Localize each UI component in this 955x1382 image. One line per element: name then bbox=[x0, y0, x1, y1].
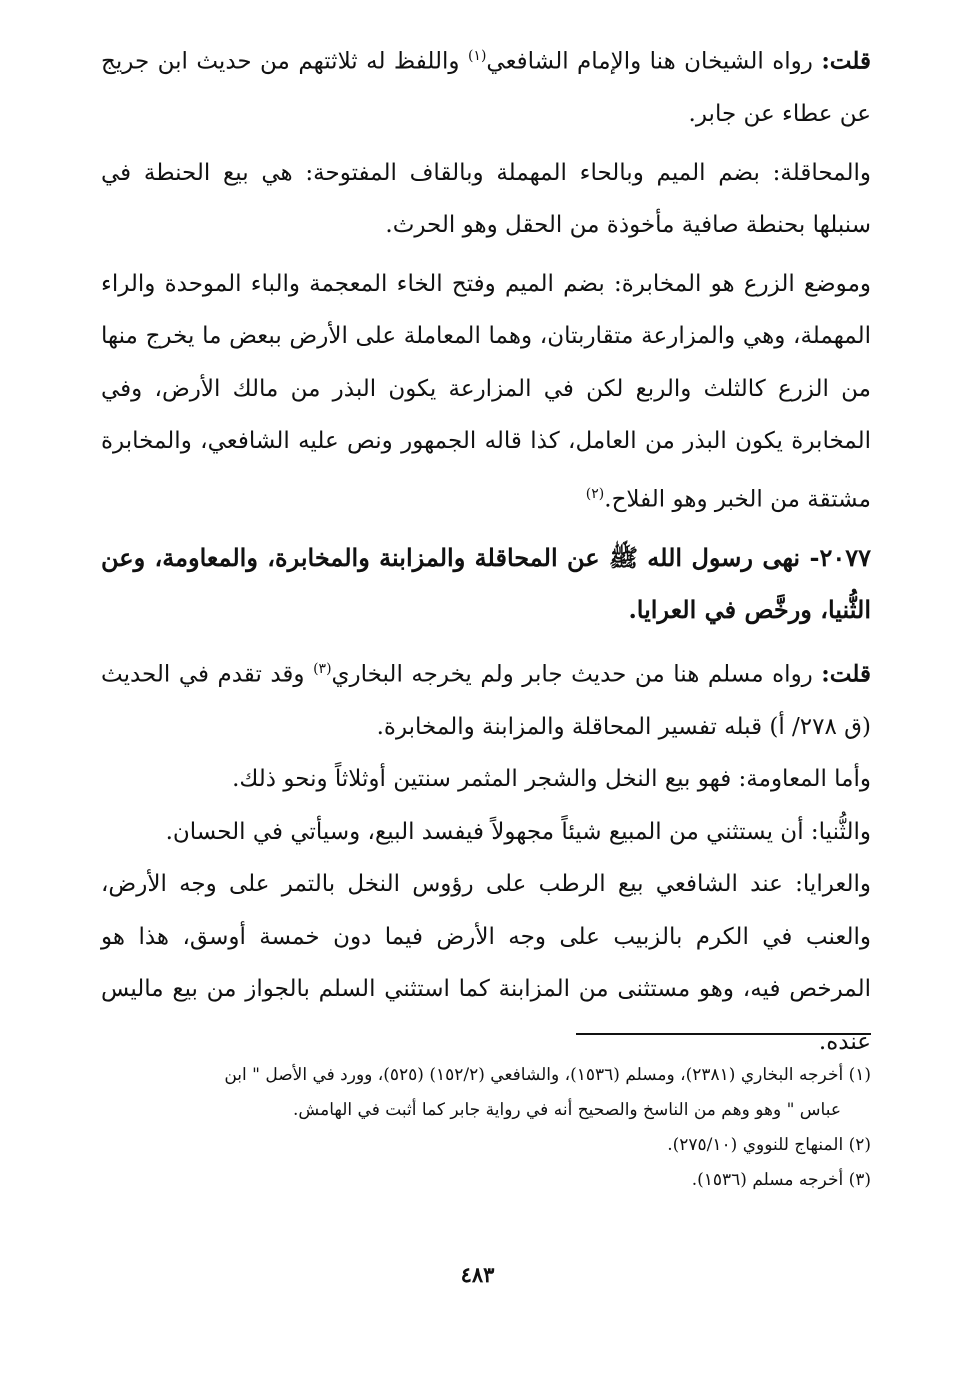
footnote-divider bbox=[576, 1033, 871, 1035]
paragraph-mukhabara-text: وموضع الزرع هو المخابرة: بضم الميم وفتح الخاء المعجمة والباء الموحدة والراء المهملة، وهي والمزارعة متقاربتان، وهما المعاملة على الأرض ببعض ما يخرج منها من الزرع كالثلث والربع لكن في المزارعة يكون البذر من مالك الأرض، وفي المخابرة يكون البذر من العامل، كذا قاله الجمهور ونص عليه الشافعي، والمخابرة مشتقة من الخبر وهو الفلاح. bbox=[101, 270, 871, 513]
page-number: ٤٨٣ bbox=[460, 1262, 495, 1287]
paragraph-mukhabara bbox=[101, 258, 871, 526]
hadith-2077: ٢٠٧٧- نهى رسول الله ﷺ عن المحاقلة والمزابنة والمخابرة، والمعاومة، وعن الثُّنيا، ورخَّص في العرايا. bbox=[101, 542, 871, 625]
footnote-3: (٣) أخرجه مسلم (١٥٣٦). bbox=[691, 1170, 871, 1190]
paragraph-1-text: رواه الشيخان هنا والإمام الشافعي bbox=[486, 48, 822, 75]
footnote-1-continuation: عباس " وهو وهم من الناسخ والصحيح أنه في رواية جابر كما أثبت في الهامش. bbox=[293, 1100, 841, 1120]
main-text bbox=[101, 30, 871, 1068]
qultu-lead-2: قلت: bbox=[821, 660, 871, 688]
paragraph-1 bbox=[101, 30, 871, 141]
paragraph-1-text-cont: واللفظ له ثلاثتهم من حديث ابن جريج عن عطاء عن جابر. bbox=[101, 48, 871, 128]
paragraph-muawama: وأما المعاومة: فهو بيع النخل والشجر المثمر سنتين أوثلاثاً ونحو ذلك. bbox=[232, 766, 871, 793]
footnote-ref-3: (٣) bbox=[313, 660, 332, 677]
paragraph-araya: والعرايا: عند الشافعي بيع الرطب على رؤوس النخل بالتمر على وجه الأرض، والعنب في الكرم بالزبيب على وجه الأرض فيما دون خمسة أوسق، هذا هو المرخص فيه، وهو مستثنى من المزابنة كما استثني السلم بالجواز من بيع ماليس عنده. bbox=[101, 871, 871, 1055]
paragraph-muhaqala: والمحاقلة: بضم الميم وبالحاء المهملة وبالقاف المفتوحة: هي بيع الحنطة في سنبلها بحنطة صافية مأخوذة من الحقل وهو الحرث. bbox=[101, 159, 871, 239]
footnotes bbox=[101, 1058, 871, 1198]
paragraph-thunya: والثُّنيا: أن يستثني من المبيع شيئاً مجهولاً فيفسد البيع، وسيأتي في الحسان. bbox=[165, 818, 871, 845]
paragraph-4-text: رواه مسلم هنا من حديث جابر ولم يخرجه البخاري bbox=[331, 661, 822, 688]
paragraph-4-text-cont: وقد تقدم في الحديث (ق ٢٧٨/ أ) قبله تفسير المحاقلة والمزابنة والمخابرة. bbox=[101, 661, 871, 740]
footnote-ref-2: (٢) bbox=[585, 485, 605, 502]
footnote-ref-1: (١) bbox=[467, 48, 487, 64]
footnote-1: (١) أخرجه البخاري (٢٣٨١)، ومسلم (١٥٣٦)، والشافعي (١٥٢/٢) (٥٢٥)، وورد في الأصل " ابن bbox=[224, 1065, 871, 1085]
paragraph-4 bbox=[101, 643, 871, 754]
footnote-2: (٢) المنهاج للنووي (٢٧٥/١٠). bbox=[667, 1135, 871, 1155]
qultu-lead: قلت: bbox=[821, 47, 871, 75]
